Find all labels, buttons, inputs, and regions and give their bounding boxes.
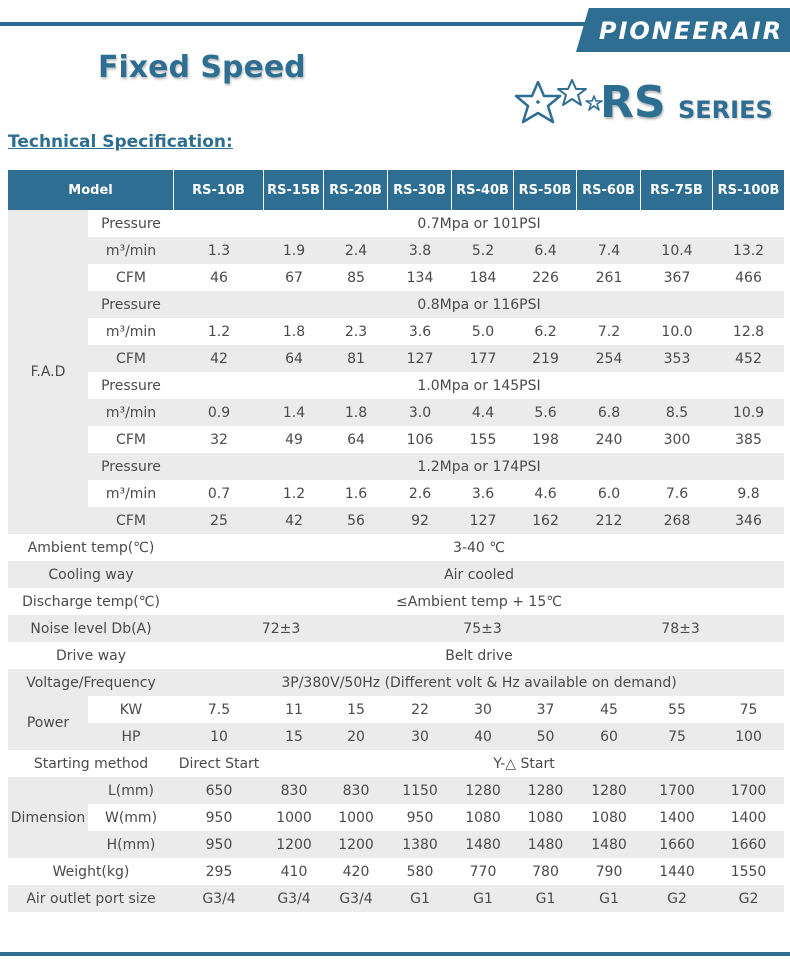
model-col: RS-50B bbox=[514, 170, 577, 210]
cell: 127 bbox=[388, 345, 452, 372]
cell: 240 bbox=[577, 426, 641, 453]
cell: 3.8 bbox=[388, 237, 452, 264]
cell: 64 bbox=[264, 345, 324, 372]
cell: 3.6 bbox=[452, 480, 514, 507]
row-label: CFM bbox=[88, 426, 174, 453]
row-label: m³/min bbox=[88, 399, 174, 426]
cell: 177 bbox=[452, 345, 514, 372]
cell: 75 bbox=[713, 696, 784, 723]
series-logo bbox=[508, 76, 778, 130]
discharge-row bbox=[8, 588, 784, 615]
outlet-row bbox=[8, 885, 784, 912]
model-col: RS-10B bbox=[174, 170, 264, 210]
series-word: SERIES bbox=[678, 96, 773, 124]
cell: 49 bbox=[264, 426, 324, 453]
cell: 1400 bbox=[713, 804, 784, 831]
cell: 1280 bbox=[452, 777, 514, 804]
cell: 45 bbox=[577, 696, 641, 723]
cell: 7.4 bbox=[577, 237, 641, 264]
row-label: KW bbox=[88, 696, 174, 723]
cell: 2.6 bbox=[388, 480, 452, 507]
cell: 5.0 bbox=[452, 318, 514, 345]
cell: 1700 bbox=[641, 777, 713, 804]
cell: 1150 bbox=[388, 777, 452, 804]
cell: 650 bbox=[174, 777, 264, 804]
starting-rest: Y-△ Start bbox=[264, 750, 784, 777]
cell: 295 bbox=[174, 858, 264, 885]
starting-row bbox=[8, 750, 784, 777]
cell: 11 bbox=[264, 696, 324, 723]
bottom-rule bbox=[0, 952, 790, 956]
cell: 790 bbox=[577, 858, 641, 885]
cell: 1080 bbox=[514, 804, 577, 831]
cell: 1660 bbox=[641, 831, 713, 858]
cell: 6.8 bbox=[577, 399, 641, 426]
cell: 367 bbox=[641, 264, 713, 291]
cell: 219 bbox=[514, 345, 577, 372]
cell: 1700 bbox=[713, 777, 784, 804]
cell: 10.0 bbox=[641, 318, 713, 345]
pressure-row bbox=[8, 210, 784, 237]
cell: G3/4 bbox=[324, 885, 388, 912]
cell: 1480 bbox=[452, 831, 514, 858]
cooling-row bbox=[8, 561, 784, 588]
power-kw-row bbox=[8, 696, 784, 723]
pressure-value: 0.8Mpa or 116PSI bbox=[174, 291, 784, 318]
row-label: Pressure bbox=[88, 210, 174, 237]
cell: 25 bbox=[174, 507, 264, 534]
cell: 2.3 bbox=[324, 318, 388, 345]
cell: 1.4 bbox=[264, 399, 324, 426]
cell: 1200 bbox=[264, 831, 324, 858]
cell: 15 bbox=[324, 696, 388, 723]
starting-first: Direct Start bbox=[174, 750, 264, 777]
cell: 12.8 bbox=[713, 318, 784, 345]
cell: 37 bbox=[514, 696, 577, 723]
cell: 1.8 bbox=[264, 318, 324, 345]
cell: 410 bbox=[264, 858, 324, 885]
ambient-value: 3-40 ℃ bbox=[174, 534, 784, 561]
cell: 32 bbox=[174, 426, 264, 453]
m3-row bbox=[8, 480, 784, 507]
model-col: RS-15B bbox=[264, 170, 324, 210]
cell: 184 bbox=[452, 264, 514, 291]
model-col: RS-60B bbox=[577, 170, 641, 210]
cell: 1200 bbox=[324, 831, 388, 858]
row-label: HP bbox=[88, 723, 174, 750]
cell: 420 bbox=[324, 858, 388, 885]
cell: 1280 bbox=[577, 777, 641, 804]
page-title: Fixed Speed bbox=[98, 50, 306, 85]
cell: G1 bbox=[388, 885, 452, 912]
cell: 10.4 bbox=[641, 237, 713, 264]
fad-label: F.A.D bbox=[8, 210, 88, 534]
cell: 92 bbox=[388, 507, 452, 534]
cell: 7.5 bbox=[174, 696, 264, 723]
cell: 466 bbox=[713, 264, 784, 291]
cell: 1080 bbox=[577, 804, 641, 831]
dimension-h-row bbox=[8, 831, 784, 858]
power-hp-row bbox=[8, 723, 784, 750]
row-label: CFM bbox=[88, 507, 174, 534]
cell: 198 bbox=[514, 426, 577, 453]
cell: 56 bbox=[324, 507, 388, 534]
cell: 212 bbox=[577, 507, 641, 534]
cell: 40 bbox=[452, 723, 514, 750]
cell: 42 bbox=[264, 507, 324, 534]
cfm-row bbox=[8, 507, 784, 534]
cell: 950 bbox=[388, 804, 452, 831]
cell: 75 bbox=[641, 723, 713, 750]
cell: 85 bbox=[324, 264, 388, 291]
cell: G2 bbox=[641, 885, 713, 912]
cell: 106 bbox=[388, 426, 452, 453]
dimension-w-row bbox=[8, 804, 784, 831]
row-label: L(mm) bbox=[88, 777, 174, 804]
cell: 7.2 bbox=[577, 318, 641, 345]
row-label: Noise level Db(A) bbox=[8, 615, 174, 642]
dimension-label: Dimension bbox=[8, 777, 88, 858]
cell: 830 bbox=[264, 777, 324, 804]
model-col: RS-40B bbox=[452, 170, 514, 210]
row-label: CFM bbox=[88, 264, 174, 291]
cell: 55 bbox=[641, 696, 713, 723]
cell: 22 bbox=[388, 696, 452, 723]
cell: 1660 bbox=[713, 831, 784, 858]
pressure-value: 1.0Mpa or 145PSI bbox=[174, 372, 784, 399]
cell: 254 bbox=[577, 345, 641, 372]
stars-icon bbox=[508, 76, 604, 130]
cell: 1.2 bbox=[264, 480, 324, 507]
noise-row bbox=[8, 615, 784, 642]
cell: 1550 bbox=[713, 858, 784, 885]
cell: 1.8 bbox=[324, 399, 388, 426]
cell: 1080 bbox=[452, 804, 514, 831]
cell: 1480 bbox=[514, 831, 577, 858]
cell: 8.5 bbox=[641, 399, 713, 426]
section-title: Technical Specification: bbox=[8, 132, 233, 152]
ambient-row bbox=[8, 534, 784, 561]
cell: G1 bbox=[514, 885, 577, 912]
m3-row bbox=[8, 237, 784, 264]
cell: 261 bbox=[577, 264, 641, 291]
cell: 346 bbox=[713, 507, 784, 534]
cell: 162 bbox=[514, 507, 577, 534]
row-label: Ambient temp(℃) bbox=[8, 534, 174, 561]
discharge-value: ≤Ambient temp + 15℃ bbox=[174, 588, 784, 615]
brand-logo: PIONEERAIR bbox=[598, 17, 784, 45]
cell: G3/4 bbox=[264, 885, 324, 912]
cell: 1.2 bbox=[174, 318, 264, 345]
cell: 30 bbox=[388, 723, 452, 750]
row-label: W(mm) bbox=[88, 804, 174, 831]
model-col: RS-30B bbox=[388, 170, 452, 210]
cell: 50 bbox=[514, 723, 577, 750]
row-label: Cooling way bbox=[8, 561, 174, 588]
row-label: H(mm) bbox=[88, 831, 174, 858]
row-label: Pressure bbox=[88, 453, 174, 480]
cell: 4.4 bbox=[452, 399, 514, 426]
cell: 155 bbox=[452, 426, 514, 453]
m3-row bbox=[8, 318, 784, 345]
voltage-value: 3P/380V/50Hz (Different volt & Hz available on demand) bbox=[174, 669, 784, 696]
header-row bbox=[8, 170, 784, 210]
cell: 0.7 bbox=[174, 480, 264, 507]
cell: 950 bbox=[174, 831, 264, 858]
cell: 780 bbox=[514, 858, 577, 885]
cell: 13.2 bbox=[713, 237, 784, 264]
pressure-row bbox=[8, 372, 784, 399]
cell: 3.0 bbox=[388, 399, 452, 426]
weight-row bbox=[8, 858, 784, 885]
power-label: Power bbox=[8, 696, 88, 750]
cell: 580 bbox=[388, 858, 452, 885]
row-label: CFM bbox=[88, 345, 174, 372]
cell: 1280 bbox=[514, 777, 577, 804]
dimension-l-row bbox=[8, 777, 784, 804]
cfm-row bbox=[8, 345, 784, 372]
pressure-row bbox=[8, 453, 784, 480]
cell: 1.9 bbox=[264, 237, 324, 264]
row-label: Pressure bbox=[88, 372, 174, 399]
cell: 452 bbox=[713, 345, 784, 372]
cell: 46 bbox=[174, 264, 264, 291]
drive-row bbox=[8, 642, 784, 669]
cell: 6.4 bbox=[514, 237, 577, 264]
cell: 1000 bbox=[324, 804, 388, 831]
cell: 60 bbox=[577, 723, 641, 750]
cell: G1 bbox=[452, 885, 514, 912]
spec-table bbox=[8, 170, 784, 912]
cell: 1480 bbox=[577, 831, 641, 858]
cell: 15 bbox=[264, 723, 324, 750]
m3-row bbox=[8, 399, 784, 426]
cell: 100 bbox=[713, 723, 784, 750]
cell: 1000 bbox=[264, 804, 324, 831]
cell: G3/4 bbox=[174, 885, 264, 912]
cell: 127 bbox=[452, 507, 514, 534]
cell: 64 bbox=[324, 426, 388, 453]
row-label: Starting method bbox=[8, 750, 174, 777]
noise-value: 75±3 bbox=[388, 615, 577, 642]
cell: 950 bbox=[174, 804, 264, 831]
cell: 10 bbox=[174, 723, 264, 750]
model-header: Model bbox=[8, 170, 174, 210]
cell: 5.2 bbox=[452, 237, 514, 264]
cell: 67 bbox=[264, 264, 324, 291]
cell: 1400 bbox=[641, 804, 713, 831]
cell: 5.6 bbox=[514, 399, 577, 426]
cell: 6.0 bbox=[577, 480, 641, 507]
cell: 30 bbox=[452, 696, 514, 723]
noise-value: 72±3 bbox=[174, 615, 388, 642]
cell: 42 bbox=[174, 345, 264, 372]
cell: 770 bbox=[452, 858, 514, 885]
cell: 20 bbox=[324, 723, 388, 750]
model-col: RS-100B bbox=[713, 170, 784, 210]
cell: 226 bbox=[514, 264, 577, 291]
cell: 3.6 bbox=[388, 318, 452, 345]
cell: 4.6 bbox=[514, 480, 577, 507]
cell: 1380 bbox=[388, 831, 452, 858]
cell: 7.6 bbox=[641, 480, 713, 507]
cell: 1.3 bbox=[174, 237, 264, 264]
cell: 9.8 bbox=[713, 480, 784, 507]
cell: 1.6 bbox=[324, 480, 388, 507]
voltage-row bbox=[8, 669, 784, 696]
cell: 0.9 bbox=[174, 399, 264, 426]
cell: 830 bbox=[324, 777, 388, 804]
row-label: m³/min bbox=[88, 318, 174, 345]
drive-value: Belt drive bbox=[174, 642, 784, 669]
pressure-value: 1.2Mpa or 174PSI bbox=[174, 453, 784, 480]
pressure-value: 0.7Mpa or 101PSI bbox=[174, 210, 784, 237]
cell: 81 bbox=[324, 345, 388, 372]
cfm-row bbox=[8, 264, 784, 291]
row-label: Pressure bbox=[88, 291, 174, 318]
model-col: RS-75B bbox=[641, 170, 713, 210]
cell: G2 bbox=[713, 885, 784, 912]
cell: 300 bbox=[641, 426, 713, 453]
series-code: RS bbox=[600, 77, 666, 128]
cfm-row bbox=[8, 426, 784, 453]
cell: G1 bbox=[577, 885, 641, 912]
cell: 1440 bbox=[641, 858, 713, 885]
cell: 268 bbox=[641, 507, 713, 534]
cell: 10.9 bbox=[713, 399, 784, 426]
cell: 134 bbox=[388, 264, 452, 291]
cell: 353 bbox=[641, 345, 713, 372]
row-label: Air outlet port size bbox=[8, 885, 174, 912]
model-col: RS-20B bbox=[324, 170, 388, 210]
row-label: Voltage/Frequency bbox=[8, 669, 174, 696]
row-label: m³/min bbox=[88, 237, 174, 264]
cell: 385 bbox=[713, 426, 784, 453]
cooling-value: Air cooled bbox=[174, 561, 784, 588]
row-label: Drive way bbox=[8, 642, 174, 669]
cell: 2.4 bbox=[324, 237, 388, 264]
row-label: Discharge temp(℃) bbox=[8, 588, 174, 615]
row-label: m³/min bbox=[88, 480, 174, 507]
row-label: Weight(kg) bbox=[8, 858, 174, 885]
cell: 6.2 bbox=[514, 318, 577, 345]
noise-value: 78±3 bbox=[577, 615, 784, 642]
pressure-row bbox=[8, 291, 784, 318]
